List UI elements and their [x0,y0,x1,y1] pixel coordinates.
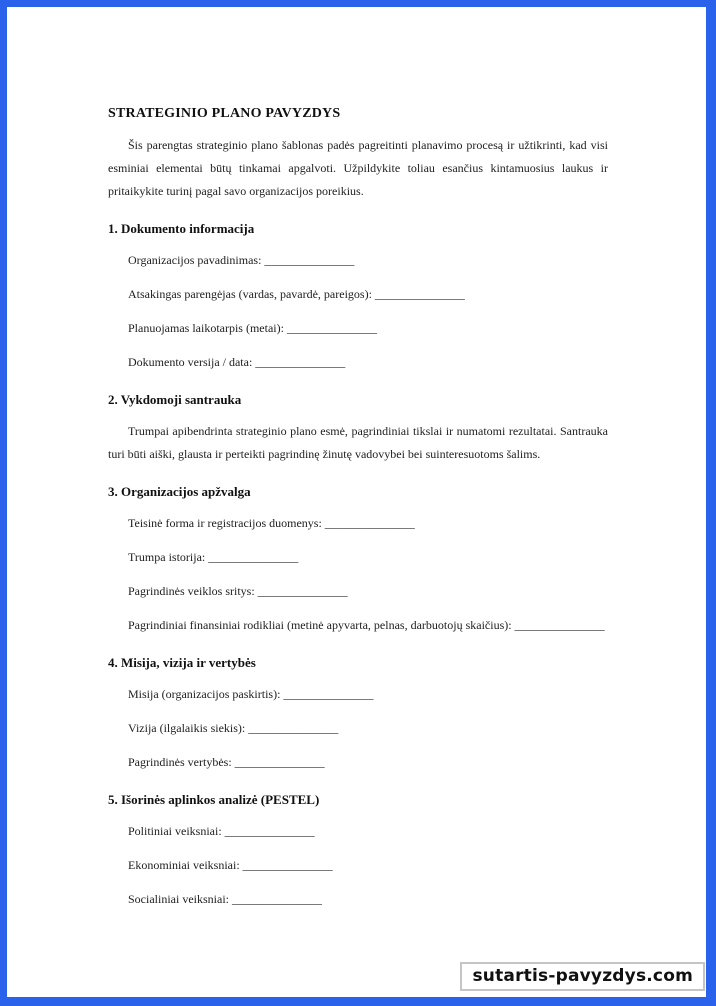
intro-paragraph: Šis parengtas strateginio plano šablonas padės pagreitinti planavimo procesą ir užtikrinti, kad visi esminiai elementai būtų tinkamai apgalvoti. Užpildykite toliau esančius kintamuosius laukus ir pritaikykite turinį pagal savo organizacijos poreikius. [108,138,608,198]
field-line: Socialiniai veiksniai: _______________ [128,892,322,906]
document-page [7,7,706,997]
field-line: Politiniai veiksniai: _______________ [128,824,315,838]
section-heading-4: 4. Misija, vizija ir vertybės [108,655,256,670]
section-heading-2: 2. Vykdomoji santrauka [108,392,242,407]
field-line: Dokumento versija / data: _______________ [128,355,346,369]
document-body [108,7,608,911]
field-line: Atsakingas parengėjas (vardas, pavardė, pareigos): _______________ [128,287,465,301]
section-heading-5: 5. Išorinės aplinkos analizė (PESTEL) [108,792,320,807]
field-line: Misija (organizacijos paskirtis): _______________ [128,687,374,701]
section-heading-3: 3. Organizacijos apžvalga [108,484,251,499]
field-line: Organizacijos pavadinimas: _______________ [128,253,355,267]
section-heading-1: 1. Dokumento informacija [108,221,255,236]
document-title: STRATEGINIO PLANO PAVYZDYS [108,106,341,121]
field-line: Trumpa istorija: _______________ [128,550,299,564]
watermark-badge: sutartis-pavyzdys.com [460,962,705,991]
field-line: Pagrindinės vertybės: _______________ [128,755,325,769]
field-line: Pagrindiniai finansiniai rodikliai (metinė apyvarta, pelnas, darbuotojų skaičius): _______________ [128,618,605,632]
field-line: Ekonominiai veiksniai: _______________ [128,858,333,872]
field-line: Teisinė forma ir registracijos duomenys: _______________ [128,516,415,530]
field-line: Vizija (ilgalaikis siekis): _______________ [128,721,339,735]
field-line: Planuojamas laikotarpis (metai): _______________ [128,321,377,335]
section-paragraph: Trumpai apibendrinta strateginio plano esmė, pagrindiniai tikslai ir numatomi rezultatai. Santrauka turi būti aiški, glausta ir perteikti pagrindinę žinutę vadovybei bei suinteresuotoms šalims. [108,424,608,461]
field-line: Pagrindinės veiklos sritys: _______________ [128,584,348,598]
